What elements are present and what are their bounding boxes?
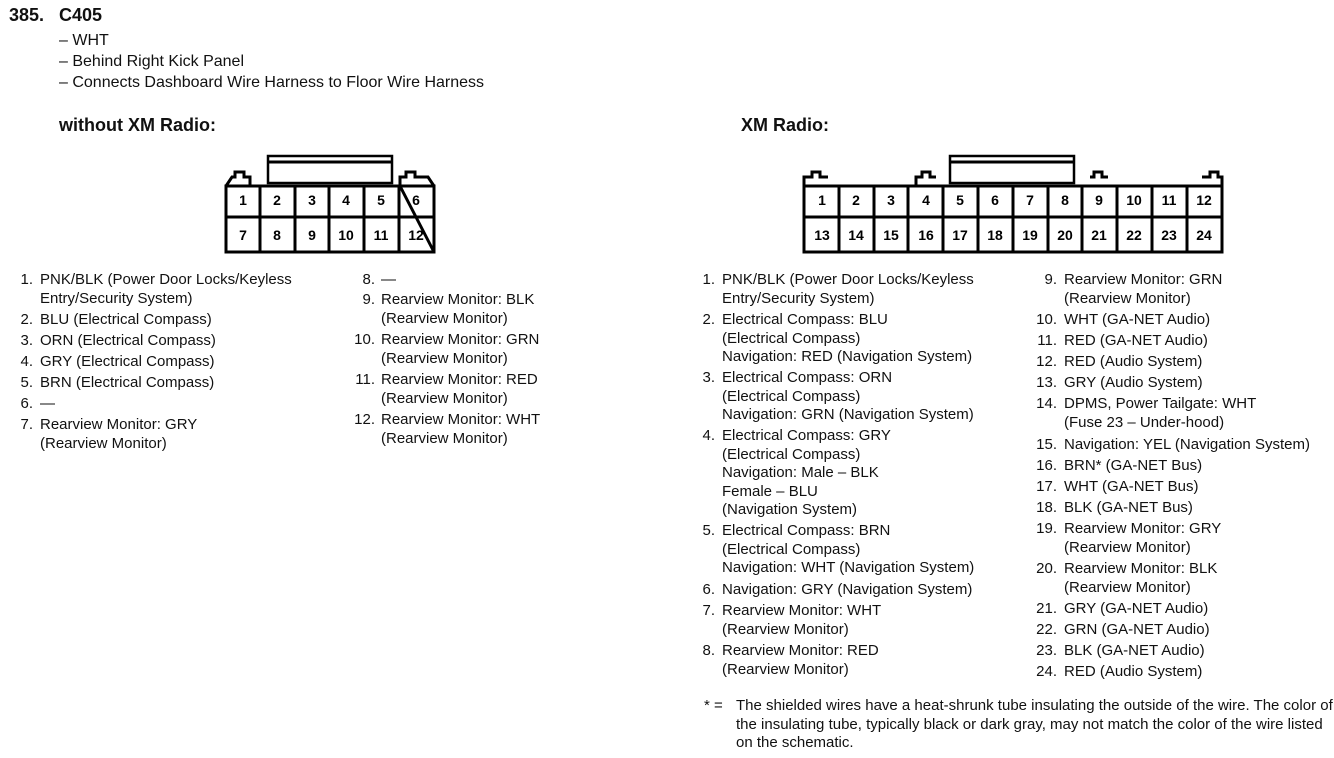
left-pin-label: 2	[273, 192, 281, 208]
pin-description-line: (Electrical Compass)	[722, 540, 861, 558]
pin-description	[1064, 311, 1210, 330]
pin-number: 12.	[354, 411, 375, 428]
pin-description-line: (Rearview Monitor)	[1064, 538, 1191, 556]
pin-number: 11.	[1037, 332, 1057, 349]
pin-description-line: RED (Audio System)	[1064, 353, 1203, 370]
pin-description-line: GRY (GA-NET Audio)	[1064, 600, 1209, 617]
pin-number: 22.	[1036, 621, 1057, 638]
pin-number: 2.	[702, 311, 715, 328]
pin-description	[381, 411, 540, 448]
left-connector-diagram	[220, 150, 440, 260]
pin-description-line: Rearview Monitor: GRN	[381, 331, 540, 348]
pin-description	[722, 271, 974, 308]
left-pin-label: 10	[338, 227, 354, 243]
pin-number: 9.	[1044, 271, 1057, 288]
pin-description-line: (Rearview Monitor)	[381, 429, 508, 447]
footnote-symbol: * =	[704, 697, 723, 714]
pin-description-line: GRY (Audio System)	[1064, 374, 1203, 391]
pin-description	[722, 522, 974, 578]
left-pin-label: 1	[239, 192, 247, 208]
pin-number: 8.	[362, 271, 375, 288]
pin-description-line: Rearview Monitor: BLK	[1064, 560, 1218, 577]
right-pin-label: 3	[887, 192, 895, 208]
pin-description	[40, 311, 212, 330]
pin-description-line: (Rearview Monitor)	[1064, 578, 1191, 596]
right-pin-label: 10	[1126, 192, 1142, 208]
pin-description-line: GRN (GA-NET Audio)	[1064, 621, 1210, 638]
pin-description	[40, 271, 292, 308]
pin-description	[1064, 600, 1208, 619]
right-pin-label: 13	[814, 227, 830, 243]
pin-number: 13.	[1036, 374, 1057, 391]
pin-number: 6.	[702, 581, 715, 598]
pin-number: 12.	[1036, 353, 1057, 370]
right-pin-label: 6	[991, 192, 999, 208]
pin-description-line: RED (Audio System)	[1064, 663, 1203, 680]
pin-description-line: DPMS, Power Tailgate: WHT	[1064, 395, 1257, 412]
pin-description-line: GRY (Electrical Compass)	[40, 353, 215, 370]
pin-description-line: ORN (Electrical Compass)	[40, 332, 216, 349]
right-pin-list-col1	[680, 271, 1010, 691]
pin-description-line: (Electrical Compass)	[722, 445, 861, 463]
pin-description	[1064, 642, 1205, 661]
pin-number: 1.	[20, 271, 33, 288]
right-pin-label: 19	[1022, 227, 1038, 243]
pin-number: 6.	[20, 395, 33, 412]
pin-description	[1064, 395, 1256, 432]
pin-description-line: BLK (GA-NET Audio)	[1064, 642, 1205, 659]
right-pin-label: 8	[1061, 192, 1069, 208]
left-pin-label: 6	[412, 192, 420, 208]
pin-description-line: PNK/BLK (Power Door Locks/Keyless	[40, 271, 292, 288]
pin-description-line: Navigation: RED (Navigation System)	[722, 348, 973, 365]
left-pin-label: 4	[342, 192, 350, 208]
right-pin-label: 21	[1091, 227, 1107, 243]
pin-description	[722, 427, 891, 520]
pin-description	[381, 331, 539, 368]
left-pin-label: 7	[239, 227, 247, 243]
pin-description-line: Rearview Monitor: WHT	[722, 602, 882, 619]
left-pin-list-col1	[0, 271, 340, 471]
right-pin-label: 1	[818, 192, 826, 208]
pin-number: 15.	[1036, 436, 1057, 453]
pin-description-line: Navigation: GRY (Navigation System)	[722, 581, 973, 598]
left-pin-label: 9	[308, 227, 316, 243]
pin-number: 18.	[1036, 499, 1057, 516]
pin-description-line: BLU (Electrical Compass)	[40, 311, 212, 328]
pin-description	[1064, 353, 1202, 372]
pin-description	[1064, 478, 1198, 497]
left-pin-label: 5	[377, 192, 385, 208]
pin-number: 23.	[1036, 642, 1057, 659]
pin-number: 14.	[1036, 395, 1057, 412]
left-pin-label: 11	[373, 227, 389, 243]
pin-description-line: (Electrical Compass)	[722, 329, 861, 347]
right-pin-label: 14	[848, 227, 864, 243]
pin-number: 10.	[354, 331, 375, 348]
pin-description-line: (Rearview Monitor)	[381, 349, 508, 367]
pin-number: 17.	[1036, 478, 1057, 495]
pin-description-line: (Rearview Monitor)	[722, 660, 849, 678]
pin-number: 24.	[1036, 663, 1057, 680]
pin-description-line: —	[40, 395, 55, 412]
left-section-title: without XM Radio:	[59, 115, 216, 135]
pin-description	[1064, 271, 1222, 308]
right-pin-label: 12	[1196, 192, 1212, 208]
pin-description-line: Rearview Monitor: RED	[722, 642, 879, 659]
pin-description-line: PNK/BLK (Power Door Locks/Keyless	[722, 271, 974, 288]
pin-description	[1064, 499, 1193, 518]
pin-description-line: Rearview Monitor: GRN	[1064, 271, 1223, 288]
pin-description-line: (Rearview Monitor)	[722, 620, 849, 638]
pin-description-line: (Navigation System)	[722, 501, 858, 518]
right-pin-label: 5	[956, 192, 964, 208]
right-connector-diagram	[798, 150, 1228, 260]
pin-description	[722, 369, 974, 425]
pin-number: 1.	[702, 271, 715, 288]
pin-description-line: BLK (GA-NET Bus)	[1064, 499, 1193, 516]
pin-description-line: Navigation: GRN (Navigation System)	[722, 406, 974, 423]
pin-number: 4.	[702, 427, 715, 444]
right-pin-label: 16	[918, 227, 934, 243]
pin-number: 7.	[702, 602, 715, 619]
right-pin-label: 18	[987, 227, 1003, 243]
right-pin-label: 20	[1057, 227, 1073, 243]
pin-description-line: Electrical Compass: BLU	[722, 311, 888, 328]
pin-description	[1064, 436, 1310, 455]
pin-number: 5.	[702, 522, 715, 539]
pin-description-line: BRN* (GA-NET Bus)	[1064, 457, 1203, 474]
right-pin-list-col2	[1010, 271, 1330, 691]
right-pin-label: 24	[1196, 227, 1212, 243]
pin-description	[381, 371, 538, 408]
pin-number: 5.	[20, 374, 33, 391]
right-section-title: XM Radio:	[741, 115, 829, 135]
right-pin-label: 15	[883, 227, 899, 243]
left-pin-label: 12	[408, 227, 424, 243]
pin-description-line: Rearview Monitor: GRY	[1064, 520, 1222, 537]
pin-description-line: (Rearview Monitor)	[40, 434, 167, 452]
pin-number: 11.	[355, 371, 375, 388]
right-pin-label: 4	[922, 192, 930, 208]
footnote-text: The shielded wires have a heat-shrunk tube insulating the outside of the wire. The color of the insulating tube, typically black or dark gray, may not match the color of the wire listed on the schematic.	[736, 697, 1333, 751]
pin-description-line: WHT (GA-NET Bus)	[1064, 478, 1199, 495]
pin-number: 21.	[1036, 600, 1057, 617]
right-pin-label: 23	[1161, 227, 1177, 243]
pin-description-line: WHT (GA-NET Audio)	[1064, 311, 1211, 328]
pin-number: 20.	[1036, 560, 1057, 577]
pin-description	[381, 271, 396, 290]
pin-number: 3.	[20, 332, 33, 349]
right-pin-label: 7	[1026, 192, 1034, 208]
pin-description	[381, 291, 534, 328]
pin-number: 4.	[20, 353, 33, 370]
pin-number: 3.	[702, 369, 715, 386]
pin-number: 10.	[1036, 311, 1057, 328]
section-number: 385.	[9, 5, 45, 25]
pin-number: 8.	[702, 642, 715, 659]
pin-description	[40, 332, 216, 351]
connector-id: C405	[59, 5, 103, 25]
pin-description	[1064, 332, 1208, 351]
pin-description	[722, 311, 972, 367]
pin-description-line: Rearview Monitor: WHT	[381, 411, 541, 428]
connector-connects: – Connects Dashboard Wire Harness to Floor Wire Harness	[59, 74, 485, 91]
pin-description-line: Navigation: Male – BLK	[722, 464, 879, 481]
pin-number: 16.	[1036, 457, 1057, 474]
pin-description-line: (Fuse 23 – Under-hood)	[1064, 413, 1225, 431]
connector-location: – Behind Right Kick Panel	[59, 53, 244, 70]
pin-description	[1064, 621, 1210, 640]
pin-description-line: Rearview Monitor: GRY	[40, 416, 198, 433]
pin-description	[722, 642, 879, 679]
pin-description	[1064, 520, 1221, 557]
left-pin-label: 3	[308, 192, 316, 208]
pin-description	[722, 581, 972, 600]
left-pin-list-col2	[340, 271, 640, 471]
pin-description	[1064, 457, 1202, 476]
right-pin-label: 22	[1126, 227, 1142, 243]
pin-description-line: RED (GA-NET Audio)	[1064, 332, 1208, 349]
pin-description-line: Electrical Compass: GRY	[722, 427, 891, 444]
pin-description	[1064, 374, 1203, 393]
pin-description	[40, 353, 215, 372]
left-pin-label: 8	[273, 227, 281, 243]
pin-description-line: Navigation: WHT (Navigation System)	[722, 559, 975, 576]
pin-description-line: Rearview Monitor: BLK	[381, 291, 535, 308]
pin-description	[1064, 663, 1202, 682]
pin-description-line: Entry/Security System)	[722, 289, 875, 307]
pin-description	[40, 374, 214, 393]
pin-description-line: BRN (Electrical Compass)	[40, 374, 215, 391]
pin-description-line: Electrical Compass: BRN	[722, 522, 891, 539]
pin-number: 2.	[20, 311, 33, 328]
pin-number: 7.	[20, 416, 33, 433]
pin-description	[40, 416, 197, 453]
pin-description	[722, 602, 881, 639]
right-pin-label: 9	[1095, 192, 1103, 208]
pin-description-line: (Rearview Monitor)	[381, 389, 508, 407]
connector-color: – WHT	[59, 32, 109, 49]
pin-description-line: (Electrical Compass)	[722, 387, 861, 405]
pin-description-line: (Rearview Monitor)	[1064, 289, 1191, 307]
footnote	[704, 697, 1334, 755]
pin-description	[1064, 560, 1217, 597]
right-pin-label: 17	[952, 227, 968, 243]
right-pin-label: 11	[1161, 192, 1177, 208]
pin-description-line: Navigation: YEL (Navigation System)	[1064, 436, 1310, 453]
pin-description	[40, 395, 55, 414]
pin-description-line: Entry/Security System)	[40, 289, 193, 307]
pin-description-line: (Rearview Monitor)	[381, 309, 508, 327]
pin-description-line: Female – BLU	[722, 482, 818, 500]
pin-number: 19.	[1036, 520, 1057, 537]
pin-description-line: —	[381, 271, 396, 288]
pin-description-line: Electrical Compass: ORN	[722, 369, 893, 386]
pin-number: 9.	[362, 291, 375, 308]
right-pin-label: 2	[852, 192, 860, 208]
pin-description-line: Rearview Monitor: RED	[381, 371, 538, 388]
